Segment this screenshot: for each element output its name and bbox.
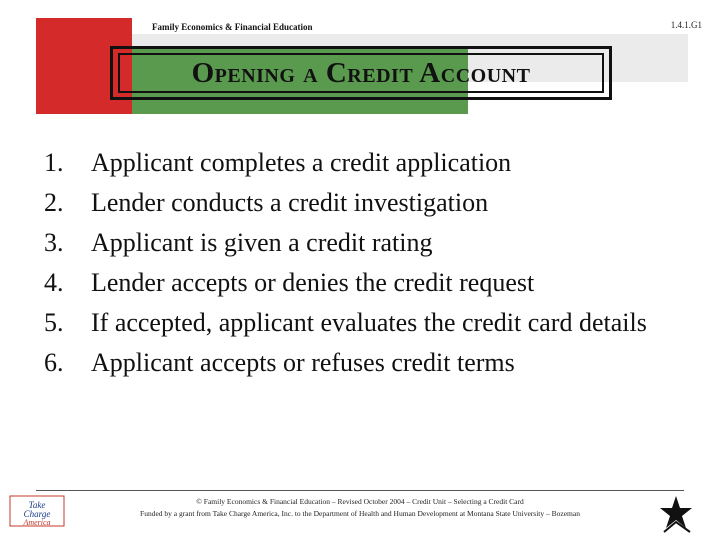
- step-number: 6.: [44, 348, 64, 377]
- footer-text: [90, 496, 630, 520]
- step-text: Applicant completes a credit application: [91, 148, 512, 177]
- step-number: 1.: [44, 148, 64, 177]
- svg-text:Take: Take: [28, 500, 46, 510]
- step-text: Lender conducts a credit investigation: [91, 188, 489, 217]
- footer-divider: [36, 490, 684, 491]
- svg-text:America: America: [23, 518, 51, 527]
- step-number: 2.: [44, 188, 64, 217]
- step-number: 5.: [44, 308, 64, 337]
- list-item: [44, 228, 684, 258]
- list-item: [44, 148, 684, 178]
- msu-star-icon: [656, 492, 696, 536]
- list-item: [44, 308, 684, 338]
- footer-funding: Funded by a grant from Take Charge America, Inc. to the Department of Health and Human Development at Montana State University – Bozeman: [140, 509, 580, 518]
- footer-copyright: © Family Economics & Financial Education – Revised October 2004 – Credit Unit – Selecting a Credit Card: [196, 497, 524, 506]
- title-box: [118, 53, 604, 93]
- step-text: Lender accepts or denies the credit request: [91, 268, 535, 297]
- list-item: [44, 268, 684, 298]
- step-text: Applicant is given a credit rating: [91, 228, 433, 257]
- take-charge-america-logo: [8, 494, 66, 528]
- page-title: Opening a Credit Account: [191, 56, 531, 89]
- step-number: 4.: [44, 268, 64, 297]
- course-header: Family Economics & Financial Education: [152, 22, 313, 32]
- list-item: [44, 188, 684, 218]
- slide-code: 1.4.1.G1: [670, 20, 702, 30]
- step-text: Applicant accepts or refuses credit terms: [91, 348, 515, 377]
- list-item: [44, 348, 684, 378]
- svg-text:Charge: Charge: [23, 509, 51, 519]
- step-text: If accepted, applicant evaluates the credit card details: [91, 308, 647, 337]
- step-number: 3.: [44, 228, 64, 257]
- steps-list: [44, 148, 684, 378]
